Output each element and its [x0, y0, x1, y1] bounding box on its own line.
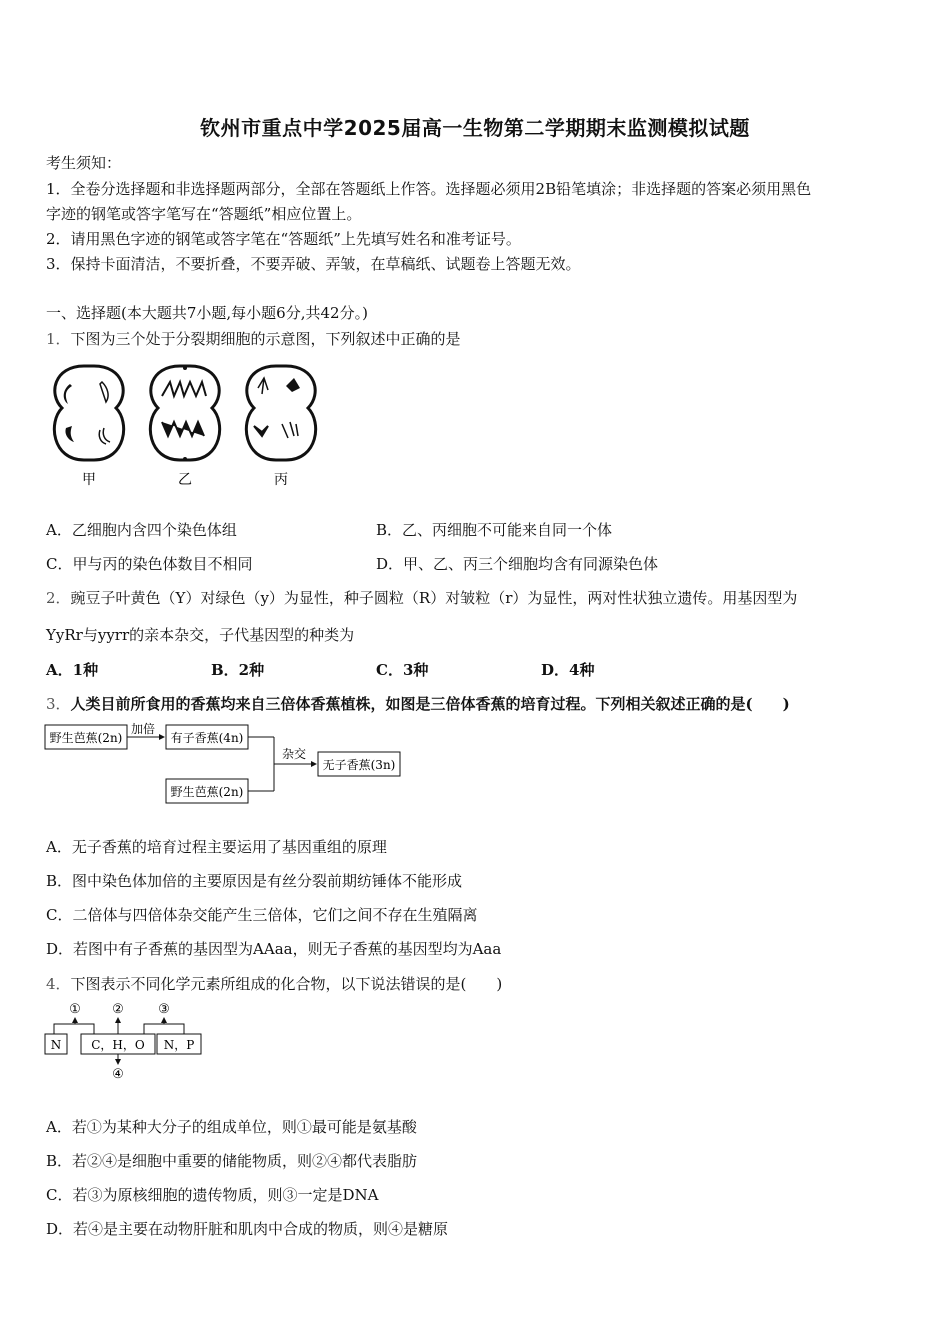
q2-option-a: A．1种 [46, 661, 99, 679]
q4-option-b: B．若②④是细胞中重要的储能物质，则②④都代表脂肪 [46, 1152, 418, 1170]
section-heading: 一、选择题(本大题共7小题,每小题6分,共42分。) [46, 304, 368, 322]
q1-option-d: D．甲、乙、丙三个细胞均含有同源染色体 [376, 555, 659, 573]
q3-option-a: A．无子香蕉的培育过程主要运用了基因重组的原理 [46, 838, 387, 856]
q3-number: 3． [46, 695, 71, 713]
cell-label-jia: 甲 [82, 472, 96, 488]
q4-marker-4: ④ [112, 1067, 124, 1082]
cell-label-yi: 乙 [178, 472, 192, 488]
q2-option-d: D．4种 [541, 661, 595, 679]
q1-stem [46, 328, 461, 349]
cell-jia [54, 366, 123, 460]
q4-box-n: N [50, 1038, 62, 1052]
q4-box-cho: C，H，O [91, 1038, 145, 1052]
notice-item-1-cont: 字迹的钢笔或答字笔写在“答题纸”相应位置上。 [46, 205, 362, 223]
q4-number: 4． [46, 975, 71, 993]
q1-stem-text: 下图为三个处于分裂期细胞的示意图，下列叙述中正确的是 [70, 330, 461, 348]
q4-option-d: D．若④是主要在动物肝脏和肌肉中合成的物质，则④是糖原 [46, 1220, 449, 1238]
q3-option-d: D．若图中有子香蕉的基因型为AAaa，则无子香蕉的基因型均为Aaa [46, 940, 502, 958]
cell-label-bing: 丙 [274, 472, 288, 488]
notice-item-3: 3．保持卡面清洁，不要折叠，不要弄破、弄皱，在草稿纸、试题卷上答题无效。 [46, 255, 581, 273]
q4-stem-text: 下图表示不同化学元素所组成的化合物，以下说法错误的是( ) [70, 975, 503, 993]
notice-item-1: 1．全卷分选择题和非选择题两部分，全部在答题纸上作答。选择题必须用2B铅笔填涂；非选择题的答案必须用黑色 [46, 180, 812, 198]
q4-marker-3: ③ [158, 1002, 170, 1017]
notice-heading: 考生须知： [46, 154, 122, 172]
q4-marker-2: ② [112, 1002, 124, 1017]
page-title: 钦州市重点中学2025届高一生物第二学期期末监测模拟试题 [200, 116, 750, 140]
q3-box-wild2: 野生芭蕉(2n) [170, 785, 244, 799]
q4-box-np: N，P [163, 1038, 195, 1052]
q2-stem-text: 豌豆子叶黄色（Y）对绿色（y）为显性，种子圆粒（R）对皱粒（r）为显性，两对性状独立遗传。用基因型为 [70, 589, 798, 607]
q1-option-b: B．乙、丙细胞不可能来自同一个体 [376, 521, 613, 539]
q4-marker-1: ① [69, 1002, 81, 1017]
q3-label-double: 加倍 [130, 722, 156, 736]
q4-option-c: C．若③为原核细胞的遗传物质，则③一定是DNA [46, 1186, 379, 1204]
q3-stem [46, 693, 790, 714]
q3-box-seedless: 无子香蕉(3n) [322, 758, 396, 772]
q2-option-b: B．2种 [211, 661, 265, 679]
q4-element-diagram [44, 998, 206, 1084]
q3-option-c: C．二倍体与四倍体杂交能产生三倍体，它们之间不存在生殖隔离 [46, 906, 478, 924]
q3-breeding-diagram [44, 720, 406, 808]
cell-bing [246, 366, 315, 460]
q2-stem-line2: YyRr与yyrr的亲本杂交，子代基因型的种类为 [46, 626, 355, 644]
q3-box-seeded: 有子香蕉(4n) [170, 731, 244, 745]
q2-option-c: C．3种 [376, 661, 429, 679]
q4-option-a: A．若①为某种大分子的组成单位，则①最可能是氨基酸 [46, 1118, 417, 1136]
notice-item-2: 2．请用黑色字迹的钢笔或答字笔在“答题纸”上先填写姓名和准考证号。 [46, 230, 521, 248]
cell-yi [150, 366, 219, 461]
q2-number: 2． [46, 589, 71, 607]
q3-stem-text: 人类目前所食用的香蕉均来自三倍体香蕉植株，如图是三倍体香蕉的培育过程。下列相关叙述正确的是( ) [70, 695, 790, 713]
q3-option-b: B．图中染色体加倍的主要原因是有丝分裂前期纺锤体不能形成 [46, 872, 463, 890]
q1-cell-diagram [44, 356, 334, 496]
q1-number: 1． [46, 330, 71, 348]
q1-option-c: C．甲与丙的染色体数目不相同 [46, 555, 253, 573]
q2-stem-line1 [46, 587, 797, 608]
q3-box-wild1: 野生芭蕉(2n) [49, 731, 123, 745]
q1-option-a: A．乙细胞内含四个染色体组 [46, 521, 237, 539]
q4-stem [46, 973, 502, 994]
q3-label-cross: 杂交 [281, 747, 307, 761]
